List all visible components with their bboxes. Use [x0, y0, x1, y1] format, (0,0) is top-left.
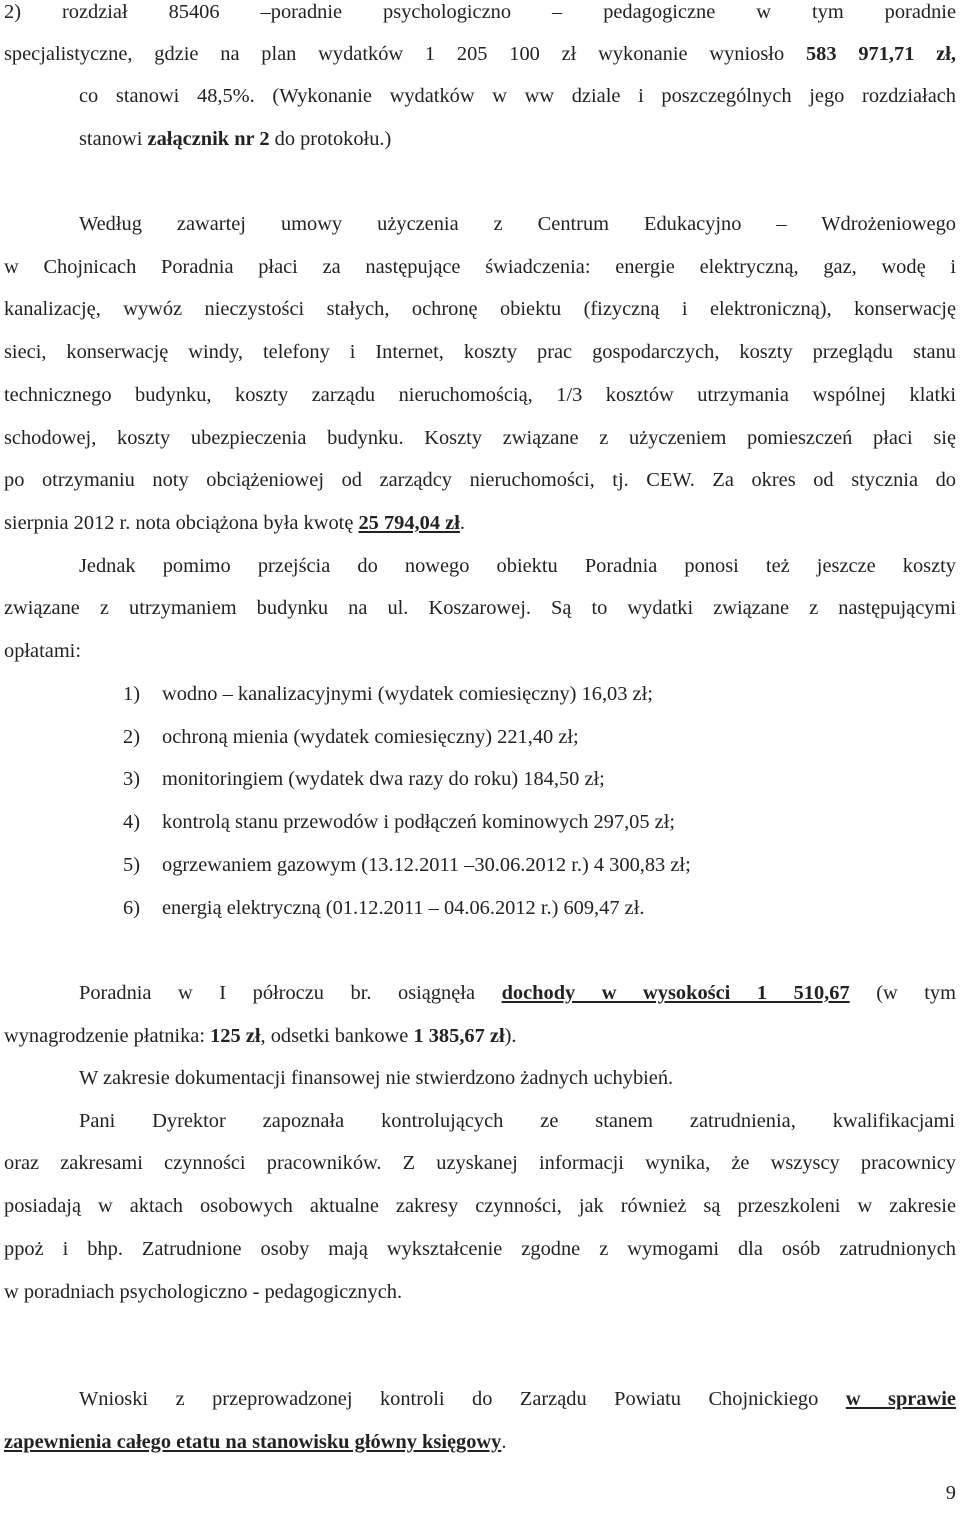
conclusion-text: Wnioski z przeprowadzonej kontroli do Zarządu Powiatu Chojnickiego — [79, 1388, 819, 1410]
income-text-c: (w tym — [876, 982, 956, 1004]
intro-line-2 — [4, 42, 956, 68]
list-item-number: 4) — [123, 811, 140, 833]
para1-line-3: kanalizację, wywóz nieczystości stałych, ochronę obiektu (fizyczną i elektroniczną), konserwację — [4, 298, 956, 320]
staff-line-1: Pani Dyrektor zapoznała kontrolujących ze stanem zatrudnienia, kwalifikacjami — [79, 1110, 955, 1132]
list-item-number: 2) — [123, 726, 140, 748]
para1-line-7: po otrzymaniu noty obciążeniowej od zarządcy nieruchomości, tj. CEW. Za okres od stycznia do — [4, 469, 956, 491]
list-item-number: 5) — [123, 854, 140, 876]
list-item-number: 1) — [123, 683, 140, 705]
docs-line: W zakresie dokumentacji finansowej nie stwierdzono żadnych uchybień. — [79, 1067, 674, 1089]
conclusion-emphasis-2: zapewnienia całego etatu na stanowisku główny księgowy — [4, 1431, 502, 1453]
para1-line-2: w Chojnicach Poradnia płaci za następujące świadczenia: energie elektryczną, gaz, wodę i — [4, 256, 956, 278]
list-item-text: monitoringiem (wydatek dwa razy do roku) 184,50 zł; — [162, 768, 605, 790]
bank-interest: 1 385,67 zł — [413, 1025, 505, 1047]
income-amount: dochody w wysokości 1 510,67 — [501, 982, 850, 1004]
income-text-a: Poradnia w I półroczu br. osiągnęła — [79, 982, 476, 1004]
para2-line-1: Jednak pomimo przejścia do nowego obiektu Poradnia ponosi też jeszcze koszty — [79, 555, 956, 577]
attachment-ref: załącznik nr 2 — [147, 128, 270, 150]
staff-line-5: w poradniach psychologiczno - pedagogicznych. — [4, 1281, 403, 1303]
para1-line-4: sieci, konserwację windy, telefony i Internet, koszty prac gospodarczych, koszty przeglądu stanu — [4, 341, 956, 363]
para1-line-1: Według zawartej umowy użyczenia z Centrum Edukacyjno – Wdrożeniowego — [79, 213, 956, 235]
staff-line-4: ppoż i bhp. Zatrudnione osoby mają wykształcenie zgodne z wymogami dla osób zatrudnionych — [4, 1238, 956, 1260]
page-number: 9 — [945, 1482, 956, 1504]
income-text-f: , odsetki bankowe — [260, 1025, 409, 1047]
para1-line-5: technicznego budynku, koszty zarządu nieruchomością, 1/3 kosztów utrzymania wspólnej klatki — [4, 384, 956, 406]
income-line-1 — [79, 981, 956, 1007]
intro-line-2-text: specjalistyczne, gdzie na plan wydatków 1 205 100 zł wykonanie wyniosło — [4, 43, 785, 65]
intro-line-1: 2) rozdział 85406 –poradnie psychologiczno – pedagogiczne w tym poradnie — [4, 1, 956, 23]
para1-line-8 — [4, 511, 956, 535]
staff-line-2: oraz zakresami czynności pracowników. Z uzyskanej informacji wynika, że wszyscy pracownicy — [4, 1152, 956, 1174]
intro-line-4 — [79, 127, 956, 151]
income-line-2 — [4, 1024, 956, 1048]
conclusion-line-2 — [4, 1430, 956, 1454]
list-item-text: wodno – kanalizacyjnymi (wydatek comiesięczny) 16,03 zł; — [162, 683, 653, 705]
intro-line-3: co stanowi 48,5%. (Wykonanie wydatków w ww dziale i poszczególnych jego rozdziałach — [79, 85, 956, 107]
income-text-d: wynagrodzenie płatnika: — [4, 1025, 205, 1047]
list-item-text: ogrzewaniem gazowym (13.12.2011 –30.06.2012 r.) 4 300,83 zł; — [162, 854, 691, 876]
intro-amount: 583 971,71 zł, — [805, 43, 956, 65]
conclusion-line-1 — [79, 1387, 956, 1413]
payer-fee: 125 zł — [210, 1025, 261, 1047]
para1-last-period: . — [459, 512, 465, 534]
para1-last-text: sierpnia 2012 r. nota obciążona była kwotę — [4, 512, 354, 534]
list-item-number: 6) — [123, 897, 140, 919]
para1-line-6: schodowej, koszty ubezpieczenia budynku. Koszty związane z użyczeniem pomieszczeń płaci się — [4, 427, 956, 449]
intro-line-4-a: stanowi — [79, 128, 143, 150]
income-text-h: ). — [504, 1025, 517, 1047]
conclusion-period: . — [501, 1431, 507, 1453]
para2-line-2: związane z utrzymaniem budynku na ul. Koszarowej. Są to wydatki związane z następującymi — [4, 597, 956, 619]
staff-line-3: posiadają w aktach osobowych aktualne zakresy czynności, jak również są przeszkoleni w zakresie — [4, 1195, 956, 1217]
intro-line-4-c: do protokołu.) — [274, 128, 392, 150]
list-item-text: kontrolą stanu przewodów i podłączeń kominowych 297,05 zł; — [162, 811, 676, 833]
conclusion-emphasis-1: w sprawie — [845, 1388, 956, 1410]
para1-amount: 25 794,04 zł — [358, 512, 460, 534]
list-item-text: ochroną mienia (wydatek comiesięczny) 221,40 zł; — [162, 726, 579, 748]
list-item-number: 3) — [123, 768, 140, 790]
list-item-text: energią elektryczną (01.12.2011 – 04.06.2012 r.) 609,47 zł. — [162, 897, 645, 919]
para2-line-3: opłatami: — [4, 640, 82, 662]
